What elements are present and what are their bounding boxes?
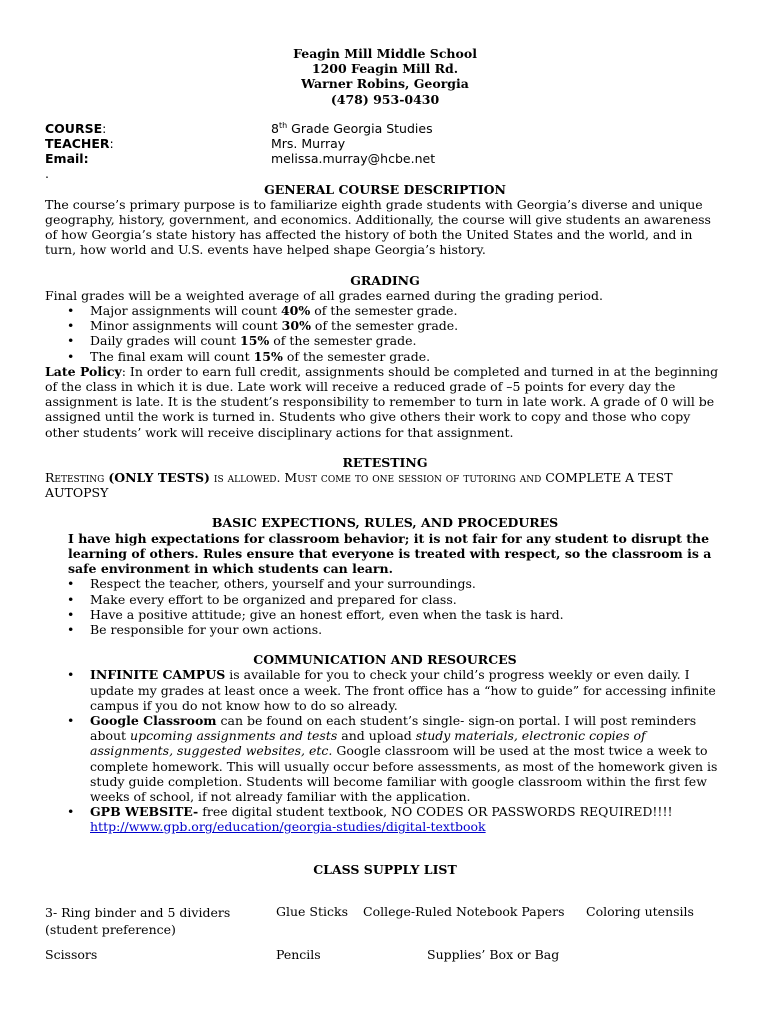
expectations-heading: BASIC EXPECTIONS, RULES, AND PROCEDURES [211,515,559,531]
list-item: • GPB WEBSITE- free digital student textbook, NO CODES OR PASSWORDS REQUIRED!!!! http://www.gpb.org/education/georgia-studies/digital-textbook [45,804,725,834]
list-item: • Have a positive attitude; give an honest effort, even when the task is hard. [45,607,725,622]
list-item: • Google Classroom can be found on each student’s single- sign-on portal. I will post reminders about upcoming assignments and tests and upload study materials, electronic copies of assignments, suggested websites, etc. Google classroom will be used at the most twice a week to complete homework. This will usually occur before assessments, as most of the homework given is study guide completion. Students will become familiar with google classroom within the first few weeks of school, if not already familiar with the application. [45,713,725,804]
school-phone: (478) 953-0430 [330,91,440,107]
list-item: • Be responsible for your own actions. [45,622,725,637]
course-value: 8th Grade Georgia Studies [271,120,433,136]
email-value: melissa.murray@hcbe.net [271,151,436,167]
email-label: Email: [45,151,89,167]
grading-heading: GRADING [350,272,420,288]
supply-box: Supplies’ Box or Bag [427,947,560,962]
school-city: Warner Robins, Georgia [301,76,469,92]
list-item: • The final exam will count 15% of the semester grade. [45,349,725,364]
school-address: 1200 Feagin Mill Rd. [311,61,459,77]
infinite-campus-label: INFINITE CAMPUS [90,667,226,683]
grading-intro: Final grades will be a weighted average of all grades earned during the grading period. [45,287,603,303]
list-item: • Make every effort to be organized and prepared for class. [45,592,725,607]
grading-list [45,303,725,364]
stray-dot: . [45,166,49,182]
supply-coloring-utensils: Coloring utensils [586,904,694,919]
supply-notebook-paper: College-Ruled Notebook Papers [363,904,565,919]
school-name: Feagin Mill Middle School [293,46,477,61]
email-row [45,151,725,166]
expectations-intro: I have high expectations for classroom behavior; it is not fair for any student to disrupt the learning of others. Rules ensure that everyone is treated with respect, so the classroom is a safe environment in which students can learn. [68,530,712,577]
list-item: • INFINITE CAMPUS is available for you to check your child’s progress weekly or even daily. I update my grades at least once a week. The front office has a “how to guide” for accessing infinite campus if you do not know how to do so already. [45,667,725,713]
supply-heading: CLASS SUPPLY LIST [313,862,457,877]
supply-glue-sticks: Glue Sticks [276,904,348,919]
teacher-label: TEACHER [45,136,110,152]
supply-binder: 3- Ring binder and 5 dividers (student preference) [45,905,231,937]
communication-list [45,667,725,834]
supply-scissors: Scissors [45,947,98,962]
description-text: The course’s primary purpose is to familiarize eighth grade students with Georgia’s diverse and unique geography, history, government, and economics. Additionally, the course will give students an awareness of how Georgia’s state history has affected the history of both the United States and the world, and in turn, how world and U.S. events have helped shape Georgia’s history. [45,196,711,258]
late-policy: Late Policy: In order to earn full credit, assignments should be completed and turned in at the beginning of the class in which it is due. Late work will receive a reduced grade of –5 points for every day the assignment is late. It is the student’s responsibility to remember to turn in late work. A grade of 0 will be assigned until the work is turned in. Students who give others their work to copy and those who copy other students’ work will receive disciplinary actions for that assignment. [45,363,719,440]
expectations-list [45,576,725,637]
gpb-textbook-link[interactable]: http://www.gpb.org/education/georgia-studies/digital-textbook [90,819,486,835]
list-item: • Respect the teacher, others, yourself and your surroundings. [45,576,725,591]
list-item: • Minor assignments will count 30% of the semester grade. [45,318,725,333]
retesting-heading: RETESTING [342,454,428,470]
gpb-label: GPB WEBSITE- [90,804,199,820]
retesting-text: Retesting (ONLY TESTS) is allowed. Must come to one session of tutoring and COMPLETE A TEST AUTOPSY [45,470,673,501]
document-page [45,46,725,835]
list-item: • Major assignments will count 40% of the semester grade. [45,303,725,318]
late-policy-label: Late Policy [45,363,122,379]
course-row: COURSE: 8th Grade Georgia Studies [45,120,433,136]
communication-heading: COMMUNICATION AND RESOURCES [253,652,517,668]
supply-pencils: Pencils [276,947,321,962]
course-label: COURSE [45,120,103,136]
list-item: • Daily grades will count 15% of the semester grade. [45,333,725,348]
teacher-row: TEACHER: Mrs. Murray [45,136,346,152]
google-classroom-label: Google Classroom [90,712,217,728]
description-heading: GENERAL COURSE DESCRIPTION [264,181,506,197]
teacher-value: Mrs. Murray [271,136,346,152]
